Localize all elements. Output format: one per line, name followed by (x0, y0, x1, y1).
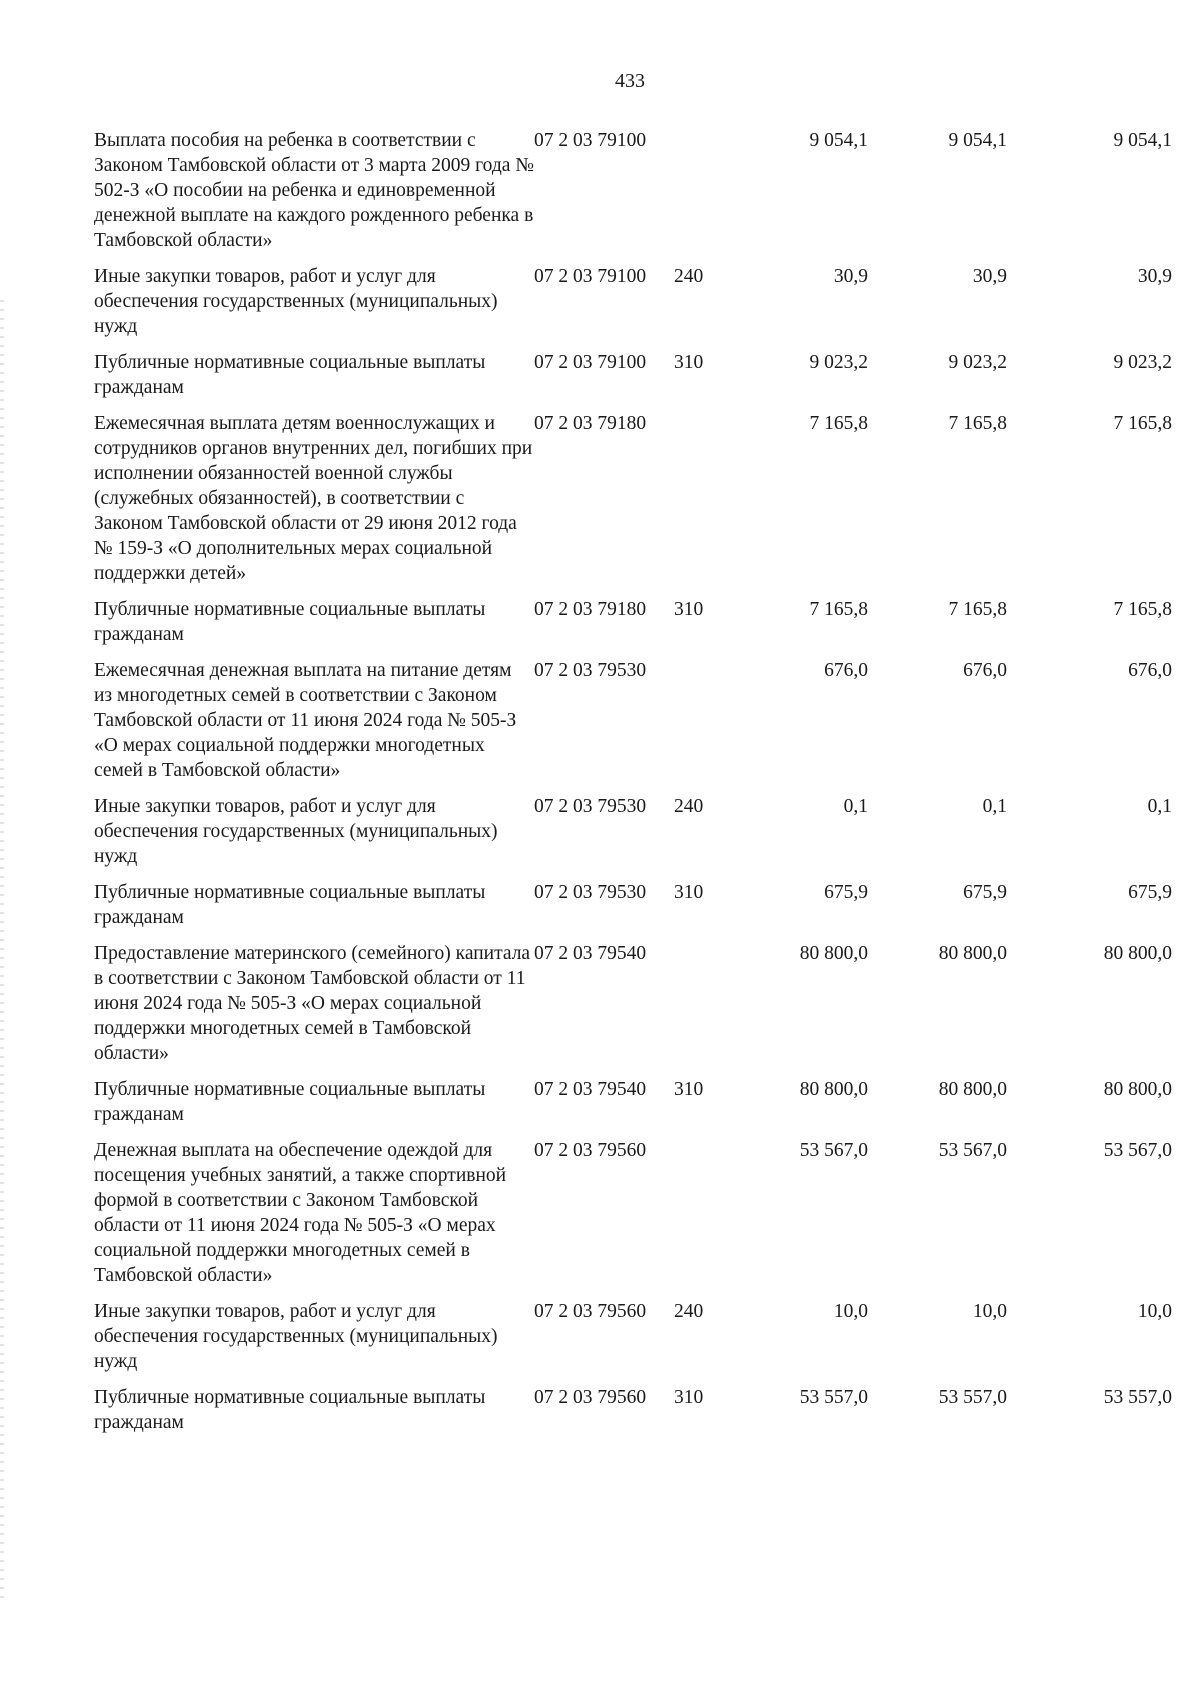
row-name: Ежемесячная денежная выплата на питание детям из многодетных семей в соответствии с Законом Тамбовской области от 11 июня 2024 года № 505-З «О мерах социальной поддержки многодетных семей в Тамбовской области» (94, 660, 517, 781)
row-value-1: 80 800,0 (799, 1079, 868, 1100)
row-value-3: 30,9 (1137, 266, 1172, 287)
row-name: Публичные нормативные социальные выплаты гражданам (94, 882, 486, 928)
table-row (94, 128, 1172, 264)
table-row (94, 597, 1172, 658)
row-value-1: 80 800,0 (799, 943, 868, 964)
table-row (94, 1385, 1172, 1446)
row-target-code: 07 2 03 79560 (534, 1140, 647, 1161)
row-value-3: 676,0 (1128, 660, 1172, 681)
row-expense-kind: 310 (674, 599, 704, 620)
row-name: Публичные нормативные социальные выплаты гражданам (94, 1079, 486, 1125)
row-value-3: 53 567,0 (1103, 1140, 1172, 1161)
row-value-2: 30,9 (972, 266, 1007, 287)
row-expense-kind (674, 658, 744, 794)
row-value-2: 10,0 (972, 1301, 1007, 1322)
row-value-3: 675,9 (1128, 882, 1172, 903)
row-value-1: 675,9 (824, 882, 868, 903)
row-value-1: 30,9 (833, 266, 868, 287)
row-target-code: 07 2 03 79540 (534, 943, 647, 964)
table-row (94, 1138, 1172, 1299)
row-name: Иные закупки товаров, работ и услуг для обеспечения государственных (муниципальных) нужд (94, 1301, 498, 1372)
row-value-2: 7 165,8 (948, 413, 1007, 434)
row-expense-kind (674, 411, 744, 597)
row-value-3: 9 054,1 (1113, 130, 1172, 151)
row-target-code: 07 2 03 79180 (534, 599, 647, 620)
table-row (94, 941, 1172, 1077)
table-row (94, 264, 1172, 350)
row-target-code: 07 2 03 79100 (534, 352, 647, 373)
row-expense-kind: 310 (674, 1387, 704, 1408)
row-name: Публичные нормативные социальные выплаты гражданам (94, 1387, 486, 1433)
row-value-1: 0,1 (843, 796, 868, 817)
row-expense-kind (674, 941, 744, 1077)
row-expense-kind: 240 (674, 266, 704, 287)
row-value-2: 53 567,0 (938, 1140, 1007, 1161)
row-value-1: 9 023,2 (809, 352, 868, 373)
table-row (94, 658, 1172, 794)
row-name: Денежная выплата на обеспечение одеждой для посещения учебных занятий, а также спортивной формой в соответствии с Законом Тамбовской области от 11 июня 2024 года № 505-З «О мерах социальной поддержки многодетных семей в Тамбовской области» (94, 1140, 507, 1286)
row-name: Иные закупки товаров, работ и услуг для обеспечения государственных (муниципальных) нужд (94, 266, 498, 337)
row-value-2: 80 800,0 (938, 1079, 1007, 1100)
row-value-3: 7 165,8 (1113, 599, 1172, 620)
row-expense-kind (674, 1138, 744, 1299)
row-expense-kind (674, 128, 744, 264)
row-value-3: 7 165,8 (1113, 413, 1172, 434)
row-value-2: 675,9 (963, 882, 1007, 903)
row-target-code: 07 2 03 79560 (534, 1301, 647, 1322)
table-row (94, 411, 1172, 597)
row-target-code: 07 2 03 79100 (534, 266, 647, 287)
row-value-2: 0,1 (982, 796, 1007, 817)
row-value-2: 9 023,2 (948, 352, 1007, 373)
row-value-2: 7 165,8 (948, 599, 1007, 620)
scan-edge-artifact (0, 300, 4, 1600)
table-row (94, 794, 1172, 880)
row-target-code: 07 2 03 79540 (534, 1079, 647, 1100)
row-value-1: 9 054,1 (809, 130, 868, 151)
row-value-2: 80 800,0 (938, 943, 1007, 964)
row-value-1: 53 567,0 (799, 1140, 868, 1161)
row-expense-kind: 310 (674, 882, 704, 903)
table-row (94, 350, 1172, 411)
row-value-1: 7 165,8 (809, 413, 868, 434)
row-target-code: 07 2 03 79530 (534, 660, 647, 681)
row-value-2: 9 054,1 (948, 130, 1007, 151)
row-value-1: 676,0 (824, 660, 868, 681)
row-value-3: 80 800,0 (1103, 943, 1172, 964)
row-name: Иные закупки товаров, работ и услуг для обеспечения государственных (муниципальных) нужд (94, 796, 498, 867)
row-value-3: 9 023,2 (1113, 352, 1172, 373)
table-row (94, 1299, 1172, 1385)
budget-table (94, 128, 1172, 1446)
row-target-code: 07 2 03 79530 (534, 796, 647, 817)
row-value-2: 53 557,0 (938, 1387, 1007, 1408)
page-number: 433 (615, 70, 645, 92)
table-row (94, 880, 1172, 941)
row-name: Выплата пособия на ребенка в соответствии с Законом Тамбовской области от 3 марта 2009 года № 502-З «О пособии на ребенка и единовременной денежной выплате на каждого рожденного ребенка в Тамбовской области» (94, 130, 534, 251)
row-target-code: 07 2 03 79180 (534, 413, 647, 434)
row-name: Публичные нормативные социальные выплаты гражданам (94, 352, 486, 398)
row-value-2: 676,0 (963, 660, 1007, 681)
row-value-3: 0,1 (1147, 796, 1172, 817)
row-expense-kind: 310 (674, 352, 704, 373)
row-target-code: 07 2 03 79100 (534, 130, 647, 151)
row-target-code: 07 2 03 79530 (534, 882, 647, 903)
row-value-3: 10,0 (1137, 1301, 1172, 1322)
row-value-3: 53 557,0 (1103, 1387, 1172, 1408)
row-name: Публичные нормативные социальные выплаты гражданам (94, 599, 486, 645)
row-expense-kind: 240 (674, 1301, 704, 1322)
row-value-1: 10,0 (833, 1301, 868, 1322)
row-expense-kind: 310 (674, 1079, 704, 1100)
row-target-code: 07 2 03 79560 (534, 1387, 647, 1408)
row-name: Предоставление материнского (семейного) капитала в соответствии с Законом Тамбовской области от 11 июня 2024 года № 505-З «О мерах социальной поддержки многодетных семей в Тамбовской области» (94, 943, 531, 1064)
row-value-3: 80 800,0 (1103, 1079, 1172, 1100)
table-row (94, 1077, 1172, 1138)
row-value-1: 53 557,0 (799, 1387, 868, 1408)
row-value-1: 7 165,8 (809, 599, 868, 620)
row-expense-kind: 240 (674, 796, 704, 817)
row-name: Ежемесячная выплата детям военнослужащих и сотрудников органов внутренних дел, погибших при исполнении обязанностей военной службы (служебных обязанностей), в соответствии с Законом Тамбовской области от 29 июня 2012 года № 159-З «О дополнительных мерах социальной поддержки детей» (94, 413, 533, 584)
